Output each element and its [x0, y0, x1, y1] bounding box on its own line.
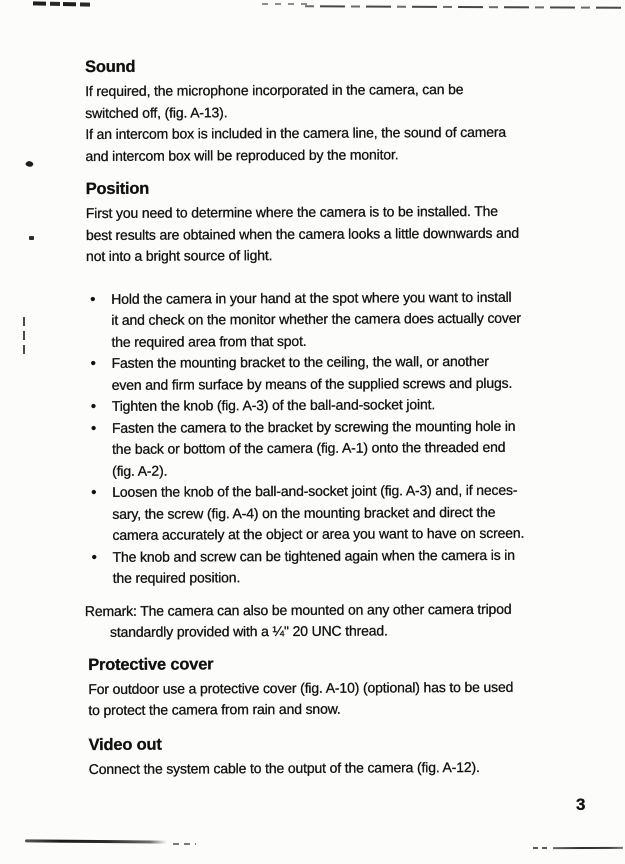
bullet-item [87, 415, 599, 482]
bullet-text: Fasten the camera to the bracket by screwing the mounting hole in the back or bottom of the camera (fig. A-1) onto the threaded end (fig. A-2). [111, 417, 516, 479]
bullet-item [87, 393, 599, 417]
position-bullet-list [86, 286, 600, 590]
bullet-marker: • [91, 548, 97, 566]
sound-body-text: If required, the microphone incorporated in the camera, can be switched off, (fig. A-13). If an intercom box is included in the camera line, the sound of camera and intercom box will be reproduced by the monitor. [85, 81, 507, 164]
remark-paragraph: Remark: The camera can also be mounted on any other camera tripod standardly provided with a ¼" 20 UNC thread. [84, 600, 512, 640]
bullet-item [86, 286, 598, 353]
section-heading-protective-cover: Protective cover [88, 654, 214, 674]
bullet-text: Hold the camera in your hand at the spot where you want to install it and check on the monitor whether the camera does actually cover the required area from that spot. [111, 288, 521, 350]
bullet-item [88, 544, 600, 590]
bullet-marker: • [91, 483, 97, 501]
page-number: 3 [576, 795, 586, 814]
bullet-text: Fasten the mounting bracket to the ceiling, the wall, or another even and firm surface by means of the supplied screws and plugs. [111, 352, 513, 393]
section-position [86, 177, 600, 643]
bullet-marker: • [90, 397, 96, 416]
bullet-marker: • [90, 419, 97, 437]
section-heading-sound: Sound [84, 57, 136, 77]
bullet-marker: • [90, 290, 96, 308]
scan-mark-bottom-left-line [25, 839, 167, 843]
scan-mark-bottom-right-line [553, 847, 623, 849]
bullet-text: Loosen the knob of the ball-and-socket joint (fig. A-3) and, if neces- sary, the screw (fig. A-4) on the mounting bracket and direct the camera accurately at the object or area you want to have on screen. [112, 481, 525, 543]
section-video-out [89, 733, 601, 780]
scan-mark-bottom-right-dashes [533, 847, 548, 849]
section-heading-video-out: Video out [88, 735, 162, 754]
section-protective-cover [88, 653, 600, 722]
video-out-body-text: Connect the system cable to the output of the camera (fig. A-12). [88, 758, 480, 777]
bullet-item [87, 350, 599, 396]
protective-cover-body-text: For outdoor use a protective cover (fig. A-10) (optional) has to be used to protect the camera from rain and snow. [88, 678, 514, 719]
bullet-marker: • [90, 354, 96, 373]
scan-mark-bottom-left-dashes [173, 843, 196, 845]
bullet-text: The knob and screw can be tightened again when the camera is in the required position. [112, 546, 515, 586]
bullet-item [87, 479, 599, 546]
bullet-text: Tighten the knob (fig. A-3) of the ball-and-socket joint. [111, 396, 436, 414]
position-body-text: First you need to determine where the camera is to be installed. The best results are obtained when the camera looks a little downwards and not into a bright source of light. [85, 202, 520, 265]
section-heading-position: Position [85, 179, 150, 199]
section-sound [85, 55, 598, 167]
